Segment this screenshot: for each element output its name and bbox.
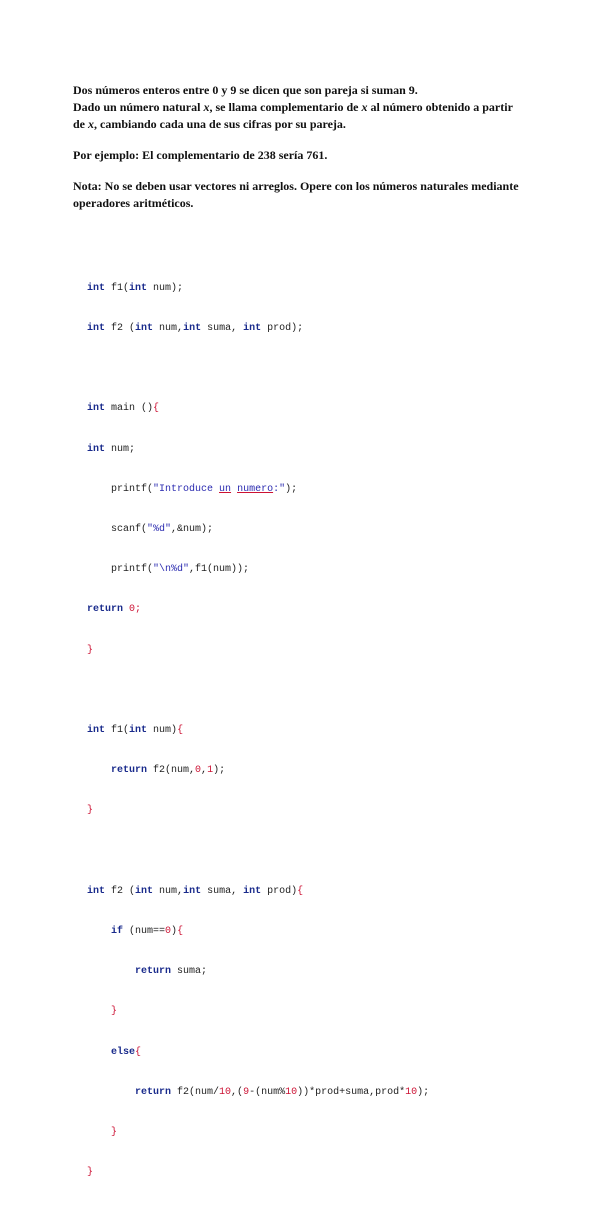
number-literal: 1 <box>207 765 214 777</box>
string-literal: "%d" <box>147 524 172 536</box>
statement-line-1 <box>73 82 533 99</box>
code-text: f2(num, <box>147 765 196 777</box>
code-line-f2-else <box>87 1046 587 1059</box>
code-text: prod); <box>261 323 304 335</box>
brace: } <box>87 644 94 656</box>
code-text: scanf( <box>87 524 148 536</box>
keyword: int <box>243 885 262 897</box>
code-text: ); <box>417 1086 430 1098</box>
code-line-printf-result <box>87 563 587 576</box>
number-literal: 0 <box>123 604 136 616</box>
keyword: return <box>87 1086 172 1098</box>
string-literal: un <box>219 483 232 495</box>
number-literal: 10 <box>219 1086 232 1098</box>
code-text: f1( <box>105 282 130 294</box>
code-text: ; <box>135 604 142 616</box>
brace: { <box>153 403 160 415</box>
code-line-f2-return-recursive <box>87 1086 587 1099</box>
code-blank-line <box>87 845 587 858</box>
keyword: int <box>135 885 154 897</box>
brace: } <box>87 1167 94 1179</box>
code-text: , <box>201 765 208 777</box>
keyword: int <box>87 443 106 455</box>
code-text: num; <box>105 443 136 455</box>
keyword: return <box>87 604 124 616</box>
code-line-scanf <box>87 523 587 536</box>
code-text: f2 ( <box>105 885 136 897</box>
code-line-main-return <box>87 603 587 616</box>
brace: { <box>297 885 304 897</box>
keyword: int <box>243 323 262 335</box>
brace: } <box>87 805 94 817</box>
code-text: f2(num/ <box>171 1086 220 1098</box>
string-literal: numero <box>237 483 274 495</box>
code-text: num, <box>153 323 184 335</box>
code-text: num) <box>147 725 178 737</box>
code-text: f2 ( <box>105 323 136 335</box>
code-text: num, <box>153 885 184 897</box>
keyword: int <box>129 282 148 294</box>
example-line <box>73 147 533 164</box>
keyword: int <box>87 725 106 737</box>
number-literal: 0 <box>195 765 202 777</box>
code-line-f2-return-suma <box>87 965 587 978</box>
brace: { <box>177 926 184 938</box>
code-text: main () <box>105 403 154 415</box>
number-literal: 10 <box>285 1086 298 1098</box>
number-literal: 9 <box>243 1086 250 1098</box>
code-text: ) <box>171 926 178 938</box>
keyword: if <box>87 926 124 938</box>
statement-line-2 <box>73 99 533 116</box>
keyword: else <box>87 1046 136 1058</box>
code-text: suma, <box>201 885 244 897</box>
statement-text: Dos números enteros entre 0 y 9 se dicen que son pareja si suman 9. <box>73 83 418 97</box>
code-line-main-close <box>87 644 587 657</box>
code-blank-line <box>87 362 587 375</box>
note-text: operadores aritméticos. <box>73 196 194 210</box>
keyword: int <box>87 282 106 294</box>
code-text: ,( <box>231 1086 244 1098</box>
code-text: printf( <box>87 564 154 576</box>
keyword: int <box>183 885 202 897</box>
code-line-f2-signature <box>87 885 587 898</box>
code-listing <box>87 255 587 1206</box>
code-line-f2-if <box>87 925 587 938</box>
variable-x: x <box>88 117 94 131</box>
code-line-proto-f1 <box>87 282 587 295</box>
brace: } <box>87 1006 118 1018</box>
string-literal: "Introduce <box>153 483 220 495</box>
brace: { <box>135 1046 142 1058</box>
code-text: ); <box>213 765 226 777</box>
code-text: ))*prod+suma,prod* <box>297 1086 406 1098</box>
example-text: Por ejemplo: El complementario de 238 sería 761. <box>73 148 328 162</box>
code-blank-line <box>87 684 587 697</box>
statement-text: al número obtenido a partir <box>367 100 513 114</box>
code-text: prod) <box>261 885 298 897</box>
code-text: ,&num); <box>171 524 214 536</box>
variable-x: x <box>203 100 210 114</box>
code-line-f1-signature <box>87 724 587 737</box>
code-line-f1-return <box>87 764 587 777</box>
number-literal: 0 <box>165 926 172 938</box>
brace: { <box>177 725 184 737</box>
keyword: int <box>87 323 106 335</box>
code-text: (num== <box>123 926 166 938</box>
keyword: int <box>129 725 148 737</box>
statement-text: , cambiando cada una de sus cifras por su pareja. <box>94 117 346 131</box>
code-text: printf( <box>87 483 154 495</box>
code-text: f1( <box>105 725 130 737</box>
note-line-1 <box>73 178 533 195</box>
code-line-proto-f2 <box>87 322 587 335</box>
keyword: return <box>87 966 172 978</box>
code-line-f2-else-close <box>87 1126 587 1139</box>
statement-text: Dado un número natural <box>73 100 204 114</box>
note-line-2 <box>73 195 533 212</box>
brace: } <box>87 1127 118 1139</box>
note-text: Nota: No se deben usar vectores ni arreglos. Opere con los números naturales mediante <box>73 179 519 193</box>
code-text: ); <box>285 483 298 495</box>
keyword: int <box>87 885 106 897</box>
code-line-f2-if-close <box>87 1005 587 1018</box>
string-literal: :" <box>273 483 286 495</box>
code-line-main-decl <box>87 443 587 456</box>
code-text: suma; <box>171 966 208 978</box>
string-literal: "\n%d" <box>153 564 190 576</box>
code-line-printf-prompt <box>87 483 587 496</box>
code-line-f2-close <box>87 1166 587 1179</box>
number-literal: 10 <box>405 1086 418 1098</box>
code-line-f1-close <box>87 804 587 817</box>
code-text: num); <box>147 282 184 294</box>
keyword: return <box>87 765 148 777</box>
keyword: int <box>135 323 154 335</box>
statement-text: , se llama complementario de <box>209 100 362 114</box>
variable-x: x <box>361 100 368 114</box>
problem-statement <box>73 82 533 212</box>
code-line-main-signature <box>87 402 587 415</box>
statement-text: de <box>73 117 88 131</box>
statement-line-3 <box>73 116 533 133</box>
keyword: int <box>183 323 202 335</box>
code-text: -(num% <box>249 1086 286 1098</box>
keyword: int <box>87 403 106 415</box>
code-text: suma, <box>201 323 244 335</box>
code-text: ,f1(num)); <box>189 564 250 576</box>
